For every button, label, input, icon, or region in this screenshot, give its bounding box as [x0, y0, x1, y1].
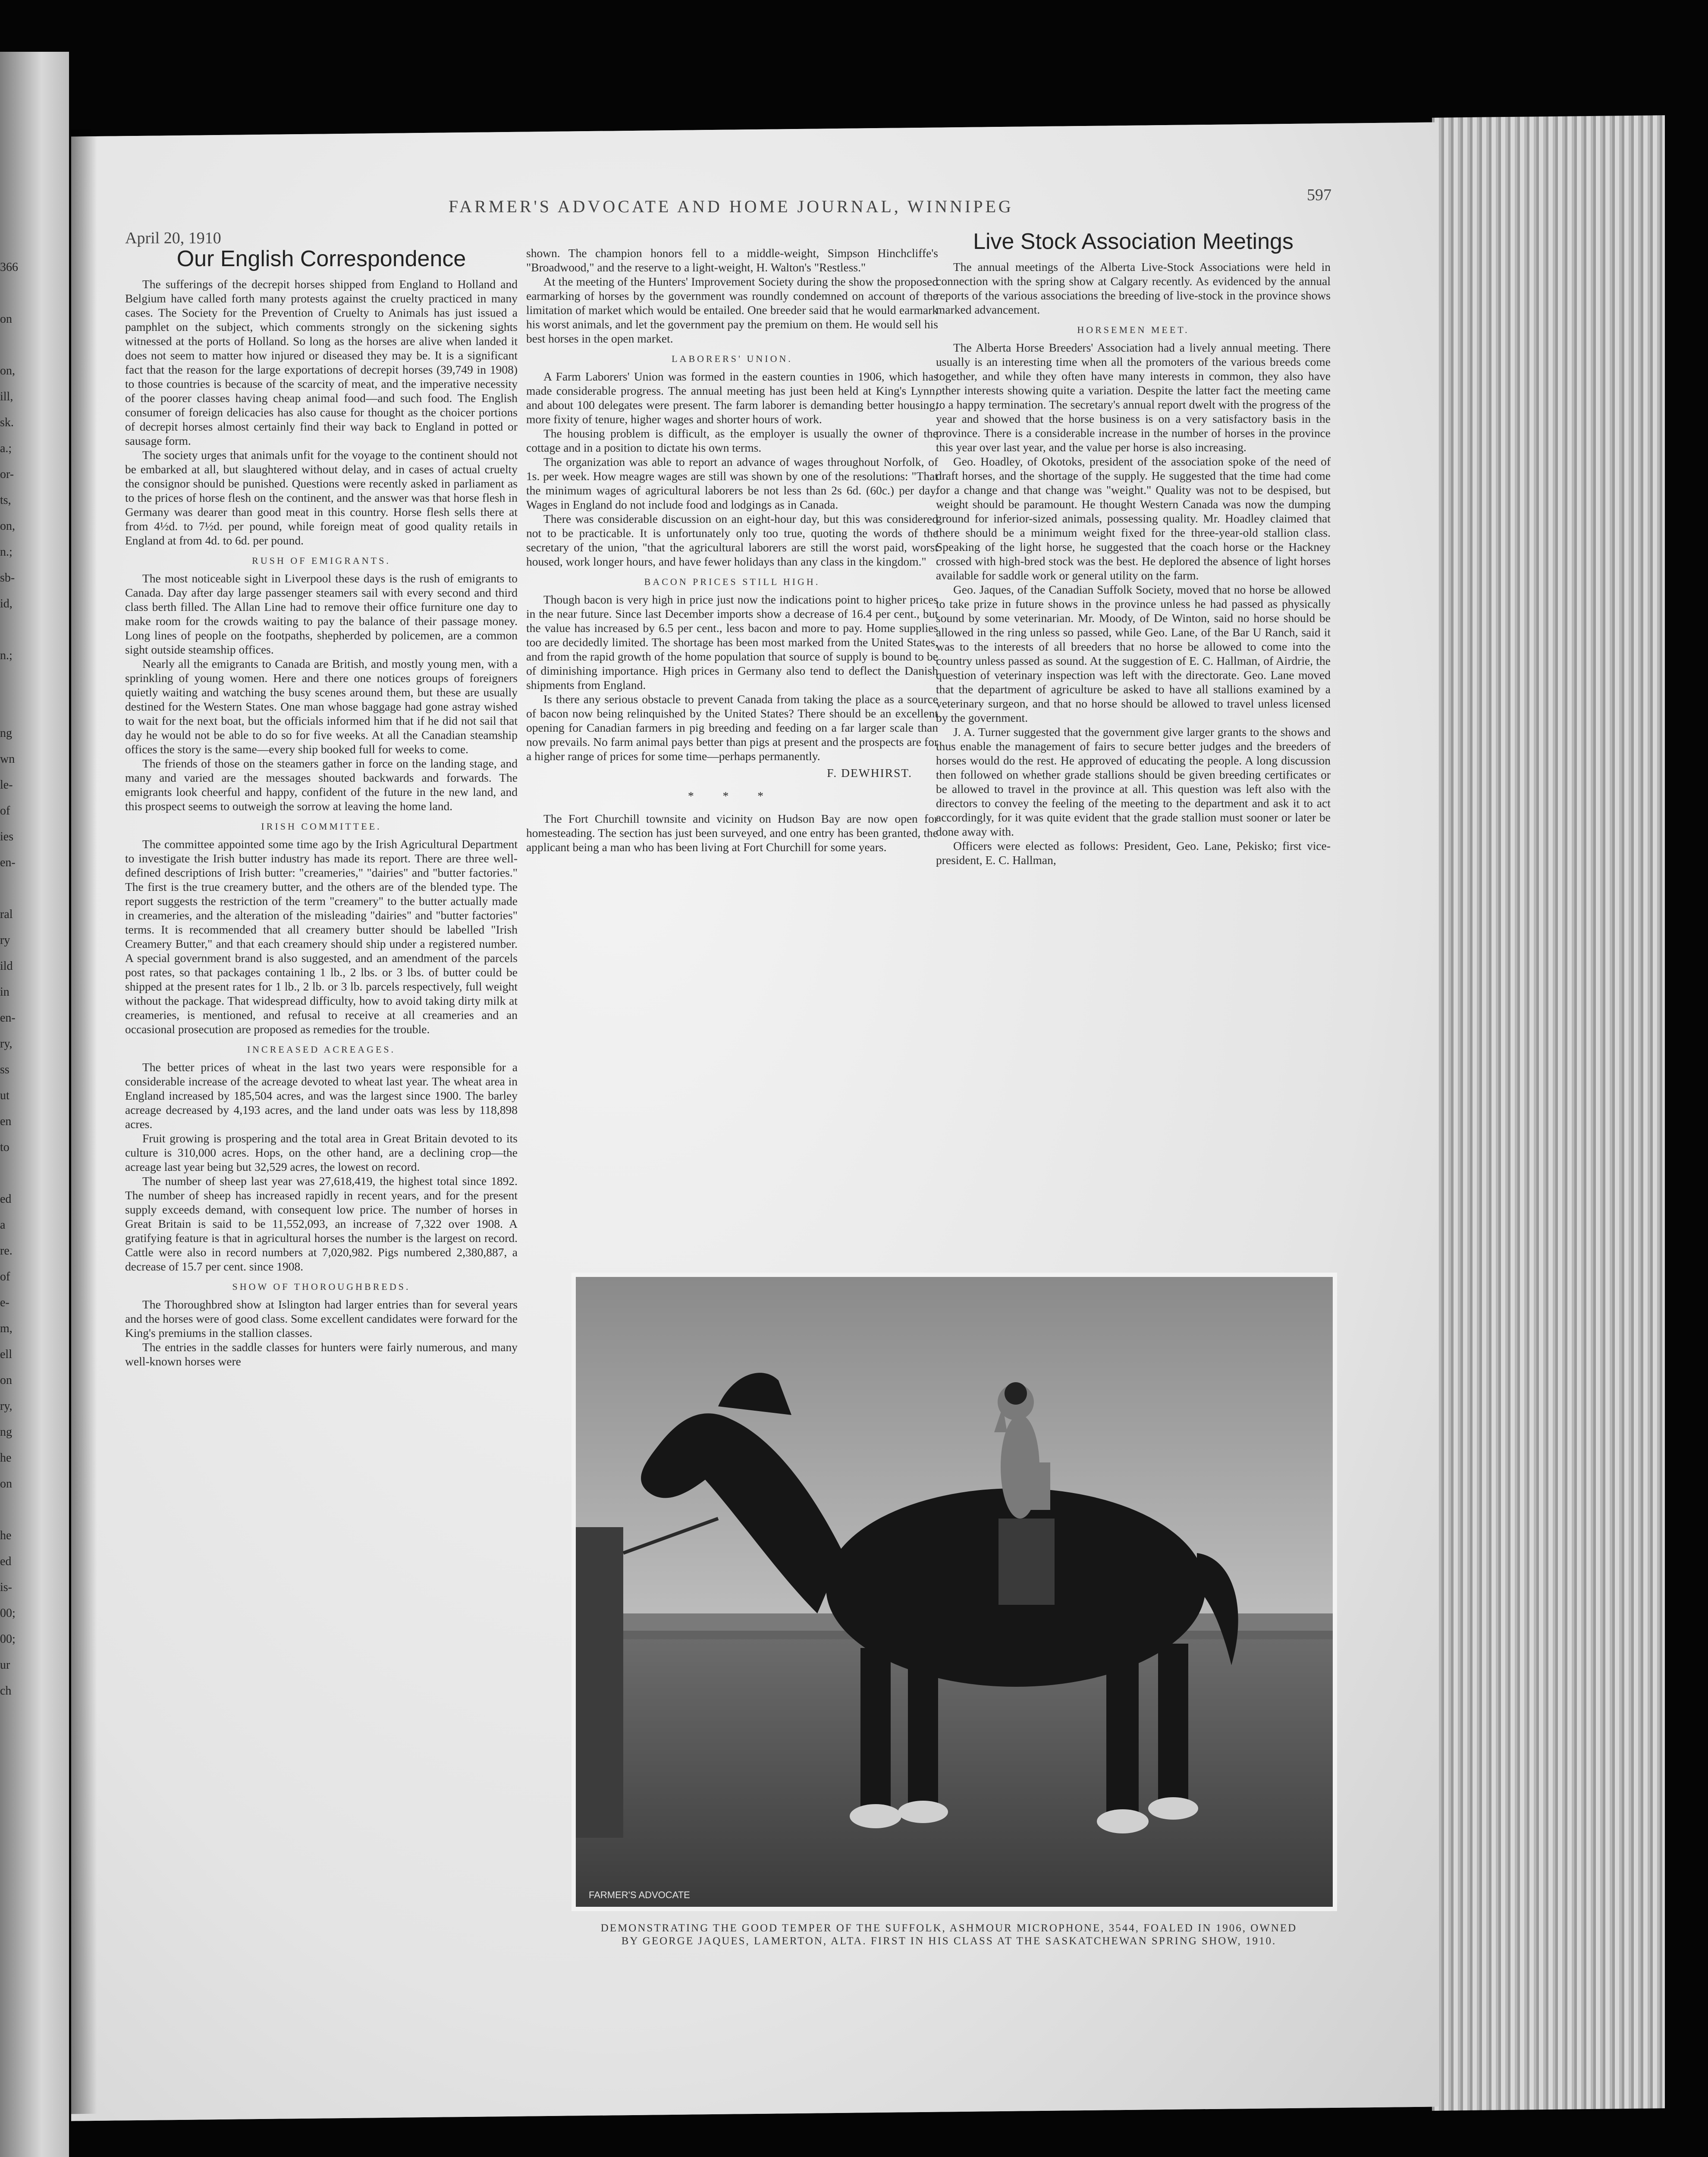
subheading-acreages: INCREASED ACREAGES. — [247, 1044, 396, 1055]
saddle-pad — [998, 1519, 1055, 1605]
column-1 — [125, 246, 518, 1368]
paragraph: Nearly all the emigrants to Canada are British, and mostly young men, with a sprinkling of young women. Here and there one notices groups of foreigners quietly waiting and watching the busy scenes around them, but these are usually destined for the Western States. One man whose baggage had gone astray wished to wait for the next boat, but the officials informed him that if he did not sail that day he would not be able to do so for five weeks. At all the Canadian steamship offices the story is the same—every ship booked full for weeks to come. — [125, 657, 518, 756]
paragraph: A Farm Laborers' Union was formed in the eastern counties in 1906, which has made considerable progress. The annual meeting has just been held at King's Lynn, and about 100 delegates were present. The farm laborer is demanding better housing, more fixity of tenure, higher wages and shorter hours of work. — [526, 370, 938, 426]
dog-hat — [1005, 1382, 1027, 1405]
article-title-english-correspondence: Our English Correspondence — [176, 246, 466, 271]
paragraph: The housing problem is difficult, as the employer is usually the owner of the cottage and in a position to dictate his own terms. — [526, 427, 938, 454]
subheading-horsemen-meet: HORSEMEN MEET. — [1077, 324, 1190, 335]
adjacent-page-text: 366 on on, ill, sk. a.; or- ts, on, n.; sb- id, n.; ng wn le- of ies en- ral ry ild in en- ry, ss ut en to ed a re. of e- m, ell on ry, ng he on he ed is- 00; 00; ur ch — [0, 261, 18, 1698]
spine-shadow — [71, 129, 97, 2114]
column-3 — [936, 229, 1331, 867]
paragraph: Fruit growing is prospering and the total area in Great Britain devoted to its culture is 310,000 acres. Hops, on the other hand, are a declining crop—the acreage last year being but 32,529 acres, the lowest on record. — [125, 1132, 518, 1173]
paragraph: J. A. Turner suggested that the government give larger grants to the shows and thus enable the management of fairs to secure better judges and the breeders of horses would do the rest. He approved of educating the people. A long discussion then followed on whether grade stallions should be given breeding certificates or be allowed to travel in the province at all. This question was left also with the directors to convey the feeling of the meeting to the department and ask it to act accordingly, for it was quite evident that the grade stallion must sooner or later be done away with. — [936, 725, 1331, 838]
subheading-emigrants: RUSH OF EMIGRANTS. — [252, 555, 391, 566]
subheading-irish-committee: IRISH COMMITTEE. — [261, 821, 382, 832]
paragraph: Geo. Jaques, of the Canadian Suffolk Society, moved that no horse be allowed to take prize in future shows in the province unless he had passed as physically sound by some veterinarian. Mr. Moody, of De Winton, said no horse should be allowed in the ring unless so passed, while Geo. Lane, of the Bar U Ranch, said it was to the interests of all breeders that no horse be allowed to come into the country unless passed as sound. At the suggestion of E. C. Hallman, of Airdrie, the question of veterinary inspection was left with the directorate. Geo. Lane moved that the department of agriculture be asked to have all stallions examined by a veterinary surgeon, and that no horse should be allowed to travel unless licensed by the government. — [936, 583, 1331, 724]
paragraph: The most noticeable sight in Liverpool these days is the rush of emigrants to Canada. Day after day large passenger steamers sail with every second and third class berth filled. The Allan Line had to remove their office furniture one day to make room for the crowds waiting to pay the balance of their passage money. Long lines of people on the footpaths, shepherded by policemen, are a common sight outside steamship offices. — [125, 572, 518, 656]
paragraph: There was considerable discussion on an eight-hour day, but this was considered not to be practicable. It is unfortunately only too true, quoting the words of the secretary of the union, "that the agricultural laborers are still the worst paid, worst housed, work longer hours, and have fewer holidays than any class in the kingdom." — [526, 512, 938, 568]
running-title: FARMER'S ADVOCATE AND HOME JOURNAL, WINNIPEG — [449, 197, 1014, 216]
book-page-edges — [1432, 115, 1665, 2111]
paragraph: The committee appointed some time ago by the Irish Agricultural Department to investigate the Irish butter industry has made its report. There are three well-defined descriptions of Irish butter: "creameries," "dairies" and "butter factories." The first is the true creamery butter, and the others are of the blended type. The report suggests the restriction of the term "creamery" to the butter actually made in creameries, and the alteration of the misleading "dairies" and "butter factories" terms. It is recommended that all creamery butter should be labelled "Irish Creamery Butter," and that each creamery should ship under a registered number. A special government brand is also suggested, and an amendment of the parcels post rates, so that packages containing 1 lb., 2 lbs. or 3 lbs. of butter could be shipped at the present rates for 1 lb., 2 lb. or 3 lb. parcels respectively, full weight without the package. That widespread difficulty, how to avoid taking dirty milk at creameries, is mentioned, and refusal to receive at all creameries and an occasional prosecution are proposed as remedies for the trouble. — [125, 837, 518, 1036]
paragraph: The Fort Churchill townsite and vicinity on Hudson Bay are now open for homesteading. The section has just been surveyed, and one entry has been granted, the applicant being a man who has been living at Fort Churchill for some years. — [526, 812, 938, 854]
paragraph: Officers were elected as follows: President, Geo. Lane, Pekisko; first vice-president, E. C. Hallman, — [936, 839, 1331, 867]
horse-photograph — [571, 1273, 1337, 1911]
paragraph: Is there any serious obstacle to prevent Canada from taking the place as a source of bacon now being relinquished by the United States? There should be an excellent opening for Canadian farmers in pig breeding and feeding on a far larger scale than now prevails. No farm animal pays better than pigs at present and the prospects are for a higher range of prices for some time—perhaps permanently. — [526, 692, 938, 763]
paragraph: The Alberta Horse Breeders' Association had a lively annual meeting. There usually is an interesting time when all the promoters of the various breeds come together, and while they often have many interests in common, they also have other interests showing quite a variation. Despite the latter fact the meeting came to a happy termination. The secretary's annual report dwelt with the progress of the year and showed that the horse business is on a very satisfactory basis in the province. There is a considerable increase in the number of horses in the province this year over last year, and the value per horse is also increasing. — [936, 341, 1331, 454]
caption-line-2: BY GEORGE JAQUES, LAMERTON, ALTA. FIRST IN HIS CLASS AT THE SASKATCHEWAN SPRING SHOW, 1910. — [621, 1935, 1277, 1947]
section-separator: * * * — [688, 789, 776, 802]
paragraph: shown. The champion honors fell to a middle-weight, Simpson Hinchcliffe's "Broadwood," and the reserve to a light-weight, H. Walton's "Restless." — [526, 246, 938, 274]
adjacent-page-strip — [0, 52, 69, 2157]
author-signature: F. DEWHIRST. — [827, 766, 912, 780]
paragraph: Though bacon is very high in price just now the indications point to higher prices in the near future. Since last December imports show a decrease of 16.4 per cent., but the value has increased by 6.5 per cent., less bacon and more to pay. Home supplies too are decidedly limited. The shortage has been most marked from the United States, and from the rapid growth of the home population that source of supply is bound to be of diminishing importance. High prices in Germany also tend to deflect the Danish shipments from England. — [526, 593, 938, 692]
column-2 — [526, 246, 938, 854]
paragraph: The organization was able to report an advance of wages throughout Norfolk, of 1s. per week. How meagre wages are still was shown by one of the resolutions: "That the minimum wages of agricultural laborers be not less than 2s 6d. (60c.) per day. Wages in England do not include food and lodgings as in Canada. — [526, 455, 938, 511]
paragraph: The sufferings of the decrepit horses shipped from England to Holland and Belgium have called forth many protests against the cruelty practiced in many cases. The Society for the Prevention of Cruelty to Animals has just issued a pamphlet on the subject, which comments strongly on the sickening sights witnessed at the ports of Holland. So long as the horses are alive when landed it does not seem to matter how injured or diseased they may be. It is a significant fact that the reason for the large exportations of decrepit horses (39,749 in 1908) to those countries is because of the scarcity of meat, and the imperative necessity of the poorer classes having cheap animal food—and such food. The English consumer of foreign delicacies has also cause for thought as the choicer portions of decrepit horses almost certainly find their way back to England in potted or sausage form. — [125, 277, 518, 447]
paragraph: The Thoroughbred show at Islington had larger entries than for several years and the horses were of good class. Some excellent candidates were forward for the King's premiums in the stallion classes. — [125, 1298, 518, 1339]
page-number: 597 — [1307, 186, 1331, 204]
paragraph: The better prices of wheat in the last two years were responsible for a considerable increase of the acreage devoted to wheat last year. The wheat area in England increased by 185,504 acres, and was the largest since 1900. The barley acreage decreased by 4,193 acres, and the land under oats was less by 118,898 acres. — [125, 1060, 518, 1131]
paragraph: The society urges that animals unfit for the voyage to the continent should not be embarked at all, but slaughtered without delay, and in cases of actual cruelty the consignor should be punished. Questions were recently asked in parliament as to the prices of horse flesh on the continent, and the answer was that horse flesh in Germany was dearer than good meat in this country. Horse flesh sells there at from 4½d. to 7½d. per pound, while foreign meat of good quality retails in England at from 4d. to 6d. per pound. — [125, 448, 518, 547]
horse-with-dog-image — [576, 1277, 1333, 1907]
paragraph: Geo. Hoadley, of Okotoks, president of the association spoke of the need of draft horses, and the shortage of the supply. He suggested that the time had come for a change and that change was "weight." Quality was not to be despised, but weight should be paramount. He thought Western Canada was now the dumping ground for inferior-sized animals, possessing quality. Mr. Hoadley claimed that there should be a minimum weight fixed for the three-year-old stallion class. Speaking of the light horse, he suggested that the coach horse or the Hackney crossed with high-bred stock was the best. He deplored the absence of light horses available for saddle work or general utility on the farm. — [936, 455, 1331, 582]
subheading-bacon-prices: BACON PRICES STILL HIGH. — [644, 576, 820, 587]
subheading-laborers-union: LABORERS' UNION. — [672, 353, 793, 364]
photo-caption — [569, 1922, 1328, 1948]
issue-date: April 20, 1910 — [125, 229, 221, 247]
subheading-thoroughbreds: SHOW OF THOROUGHBREDS. — [232, 1281, 411, 1292]
handler-figure — [576, 1527, 623, 1838]
paragraph: At the meeting of the Hunters' Improvement Society during the show the proposed earmarking of horses by the government was roundly condemned on account of the limitation of market which would be entailed. One breeder said that he would earmark his worst animals, and let the government pay the premium on them. He would sell his best horses in the open market. — [526, 275, 938, 345]
photo-watermark: FARMER'S ADVOCATE — [589, 1890, 690, 1900]
paragraph: The friends of those on the steamers gather in force on the landing stage, and many and varied are the messages shouted backwards and forwards. The emigrants look cheerful and happy, confident of the future in the new land, and this prospect seems to outweigh the sorrow at leaving the home land. — [125, 757, 518, 813]
paragraph: The entries in the saddle classes for hunters were fairly numerous, and many well-known horses were — [125, 1340, 518, 1368]
article-title-live-stock-meetings: Live Stock Association Meetings — [973, 229, 1294, 254]
caption-line-1: DEMONSTRATING THE GOOD TEMPER OF THE SUFFOLK, ASHMOUR MICROPHONE, 3544, FOALED IN 1906, OWNED — [600, 1922, 1297, 1934]
paragraph: The number of sheep last year was 27,618,419, the highest total since 1892. The number of sheep has increased rapidly in recent years, and for the present supply exceeds demand, with consequent low price. The number of horses in Great Britain is said to be 11,552,093, an increase of 7,322 over 1908. A gratifying feature is that in agricultural horses the number is the largest on record. Cattle were also in record numbers at 7,020,982. Pigs numbered 2,380,887, a decrease of 15.7 per cent. since 1908. — [125, 1174, 518, 1273]
paragraph: The annual meetings of the Alberta Live-Stock Associations were held in connection with the spring show at Calgary recently. As evidenced by the annual reports of the various associations the breeding of live-stock in the province shows marked advancement. — [936, 260, 1331, 316]
